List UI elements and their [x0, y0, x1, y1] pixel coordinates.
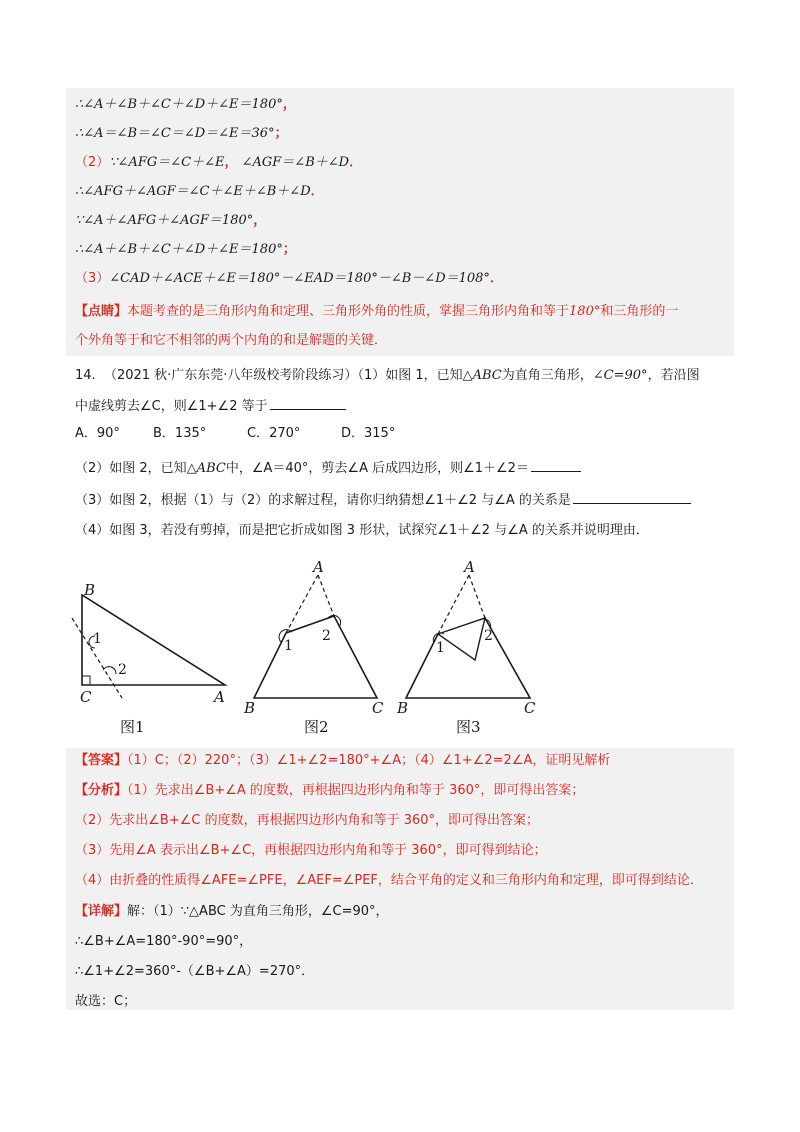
option-c: C．270° — [247, 426, 301, 441]
fig1-label-b: B — [84, 581, 96, 599]
detail-line-1: 【详解】解：（1）∵△ABC 为直角三角形，∠C=90°， — [75, 904, 389, 919]
fig1-caption: 图1 — [120, 718, 145, 736]
fig2-angle-1: 1 — [284, 638, 293, 654]
fig1-angle-2: 2 — [118, 662, 127, 678]
answer-line: 【答案】（1）C；（2）220°；（3）∠1+∠2=180°+∠A；（4）∠1+∠2=2∠A，证明见解析 — [75, 753, 611, 768]
fig1-label-a: A — [214, 688, 225, 706]
figure-1 — [72, 581, 225, 736]
question-14-part-3: （3）如图 2，根据（1）与（2）的求解过程，请你归纳猜想∠1＋∠2 与∠A 的关系是 — [75, 490, 691, 510]
comment-line-1: 【点睛】本题考查的是三角形内角和定理、三角形外角的性质，掌握三角形内角和等于180°和三角形的一 — [75, 304, 679, 319]
prev-solution-line-3: （2）∵∠AFG＝∠C＋∠E， ∠AGF＝∠B＋∠D． — [75, 155, 363, 170]
figure-2 — [243, 558, 384, 736]
fig3-angle-2: 2 — [484, 628, 493, 644]
detail-line-4: 故选：C； — [75, 994, 137, 1009]
analysis-line-4: （4）由折叠的性质得∠AFE=∠PFE，∠AEF=∠PEF，结合平角的定义和三角形内角和定理，即可得到结论． — [75, 873, 703, 888]
detail-line-3: ∴∠1+∠2=360°-（∠B+∠A）=270°． — [75, 964, 315, 979]
answer-blank-1[interactable] — [270, 396, 346, 410]
answer-blank-2[interactable] — [531, 458, 581, 472]
fig2-label-b: B — [244, 699, 256, 717]
fig3-label-c: C — [524, 699, 536, 717]
question-options — [75, 425, 395, 443]
question-14-part-4: （4）如图 3，若没有剪掉，而是把它折成如图 3 形状，试探究∠1＋∠2 与∠A 的关系并说明理由． — [75, 523, 649, 538]
option-d: D．315° — [341, 426, 396, 441]
prev-solution-line-7: （3）∠CAD＋∠ACE＋∠E＝180°－∠EAD＝180°－∠B－∠D＝108°． — [75, 271, 503, 286]
question-14-line-2: 中虚线剪去∠C，则∠1+∠2 等于 — [75, 396, 346, 416]
question-14-line-1: 14. （2021 秋·广东东莞·八年级校考阶段练习）（1）如图 1，已知△ABC为直角三角形，∠C=90°，若沿图 — [75, 368, 700, 383]
fig2-label-a: A — [313, 558, 324, 576]
prev-solution-line-1: ∴∠A＋∠B＋∠C＋∠D＋∠E＝180°， — [75, 97, 296, 112]
fig2-label-c: C — [372, 699, 384, 717]
fig3-label-b: B — [397, 699, 409, 717]
fig3-angle-1: 1 — [436, 640, 445, 656]
prev-solution-line-2: ∴∠A＝∠B＝∠C＝∠D＝∠E＝36°； — [75, 126, 288, 141]
figure-3 — [396, 558, 536, 736]
fig2-angle-2: 2 — [322, 628, 331, 644]
prev-solution-line-6: ∴∠A＋∠B＋∠C＋∠D＋∠E＝180°； — [75, 242, 296, 257]
prev-solution-line-4: ∴∠AFG＋∠AGF＝∠C＋∠E＋∠B＋∠D． — [75, 184, 324, 199]
question-14-part-2: （2）如图 2，已知△ABC中，∠A＝40°，剪去∠A 后成四边形，则∠1＋∠2＝ — [75, 458, 581, 478]
answer-blank-3[interactable] — [573, 490, 691, 504]
analysis-line-2: （2）先求出∠B+∠C 的度数，再根据四边形内角和等于 360°，即可得出答案； — [75, 813, 540, 828]
fig2-caption: 图2 — [304, 718, 329, 736]
comment-line-2: 个外角等于和它不相邻的两个内角的和是解题的关键． — [75, 333, 388, 348]
option-b: B．135° — [153, 426, 207, 441]
fig1-label-c: C — [80, 688, 92, 706]
figures — [0, 550, 800, 750]
detail-line-2: ∴∠B+∠A=180°-90°=90°， — [75, 934, 253, 949]
analysis-line-1: 【分析】（1）先求出∠B+∠A 的度数，再根据四边形内角和等于 360°，即可得出答案； — [75, 783, 585, 798]
fig1-angle-1: 1 — [93, 631, 102, 647]
prev-solution-line-5: ∵∠A＋∠AFG＋∠AGF＝180°， — [75, 213, 267, 228]
analysis-line-3: （3）先用∠A 表示出∠B+∠C，再根据四边形内角和等于 360°，即可得到结论； — [75, 843, 547, 858]
fig3-caption: 图3 — [456, 718, 481, 736]
option-a: A．90° — [75, 426, 120, 441]
fig3-label-a: A — [464, 558, 475, 576]
